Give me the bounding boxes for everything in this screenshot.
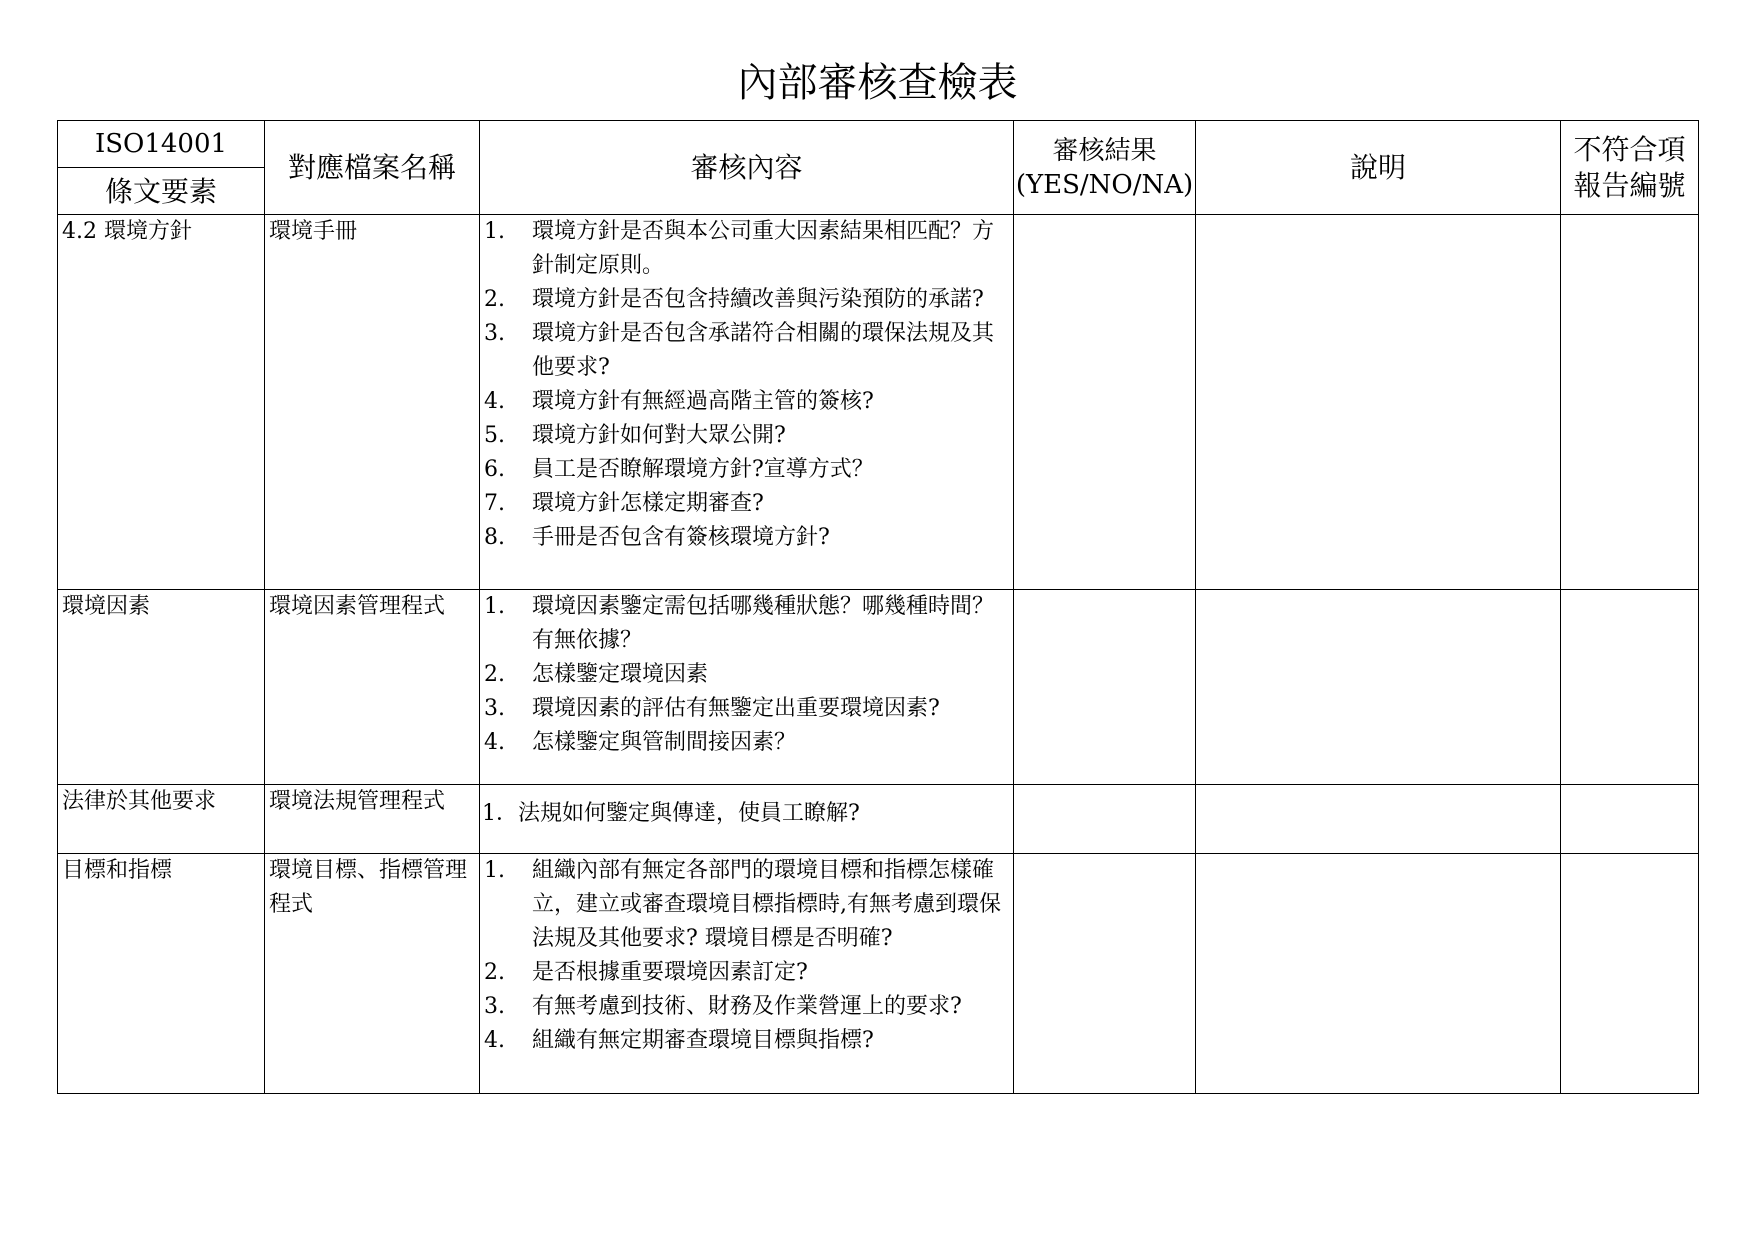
ncr-number-cell[interactable] [1561, 854, 1699, 1094]
header-explanation: 說明 [1196, 121, 1561, 215]
explanation-cell[interactable] [1196, 785, 1561, 854]
list-item: 1. 環境方針是否與本公司重大因素結果相匹配？方針制定原則。 [484, 219, 995, 278]
list-item: 2. 怎樣鑒定環境因素 [484, 662, 709, 687]
header-result [1014, 121, 1196, 215]
header-clause-label: 條文要素 [104, 175, 217, 208]
result-cell[interactable] [1014, 854, 1196, 1094]
list-item: 1. 組織內部有無定各部門的環境目標和指標怎樣確立，建立或審查環境目標指標時,有無考慮到環保法規及其他要求? 環境目標是否明確? [484, 858, 1001, 951]
clause-cell: 目標和指標 [58, 854, 265, 1094]
list-item: 4. 環境方針有無經過高階主管的簽核? [484, 389, 874, 414]
document-cell: 環境法規管理程式 [265, 785, 480, 854]
header-ncr-line2: 報告編號 [1573, 168, 1686, 202]
list-item: 2. 是否根據重要環境因素訂定? [484, 960, 808, 985]
header-result-line1: 審核結果 [1052, 135, 1157, 166]
header-content: 審核內容 [480, 121, 1014, 215]
clause-cell: 4.2 環境方針 [58, 215, 265, 590]
table-row [58, 785, 1699, 854]
list-item: 3. 環境方針是否包含承諾符合相關的環保法規及其他要求? [484, 321, 995, 380]
content-cell [480, 854, 1014, 1094]
audit-checklist-table [57, 120, 1699, 1094]
document-cell: 環境因素管理程式 [265, 590, 480, 785]
explanation-cell[interactable] [1196, 215, 1561, 590]
result-cell[interactable] [1014, 215, 1196, 590]
document-cell: 環境目標、指標管理程式 [265, 854, 480, 1094]
list-item: 1. 環境因素鑒定需包括哪幾種狀態？哪幾種時間？有無依據？ [484, 594, 995, 653]
list-item: 3. 環境因素的評估有無鑒定出重要環境因素? [484, 696, 940, 721]
list-item: 5. 環境方針如何對大眾公開? [484, 423, 786, 448]
table-row [58, 590, 1699, 785]
header-ncr-number [1561, 121, 1699, 215]
page-title: 內部審核查檢表 [737, 60, 1018, 106]
document-cell: 環境手冊 [265, 215, 480, 590]
header-iso-clause [58, 121, 265, 215]
list-item: 4. 組織有無定期審查環境目標與指標? [484, 1028, 874, 1053]
explanation-cell[interactable] [1196, 854, 1561, 1094]
clause-cell: 法律於其他要求 [58, 785, 265, 854]
header-row [58, 121, 1699, 215]
header-document: 對應檔案名稱 [265, 121, 480, 215]
list-item: 1．法規如何鑒定與傳達，使員工瞭解? [482, 801, 860, 826]
explanation-cell[interactable] [1196, 590, 1561, 785]
ncr-number-cell[interactable] [1561, 215, 1699, 590]
list-item: 8. 手冊是否包含有簽核環境方針? [484, 525, 830, 550]
ncr-number-cell[interactable] [1561, 590, 1699, 785]
header-iso-label: ISO14001 [58, 121, 264, 168]
header-result-line2: (YES/NO/NA) [1015, 169, 1194, 200]
result-cell[interactable] [1014, 785, 1196, 854]
content-cell [480, 785, 1014, 854]
table-row [58, 215, 1699, 590]
content-cell [480, 590, 1014, 785]
list-item: 4. 怎樣鑒定與管制間接因素？ [484, 730, 797, 755]
list-item: 2. 環境方針是否包含持續改善與污染預防的承諾? [484, 287, 984, 312]
content-cell [480, 215, 1014, 590]
table-row [58, 854, 1699, 1094]
list-item: 3. 有無考慮到技術、財務及作業營運上的要求? [484, 994, 962, 1019]
header-ncr-line1: 不符合項 [1573, 132, 1686, 166]
clause-cell: 環境因素 [58, 590, 265, 785]
ncr-number-cell[interactable] [1561, 785, 1699, 854]
list-item: 7. 環境方針怎樣定期審查? [484, 491, 764, 516]
result-cell[interactable] [1014, 590, 1196, 785]
list-item: 6. 員工是否瞭解環境方針?宣導方式？ [484, 457, 874, 482]
